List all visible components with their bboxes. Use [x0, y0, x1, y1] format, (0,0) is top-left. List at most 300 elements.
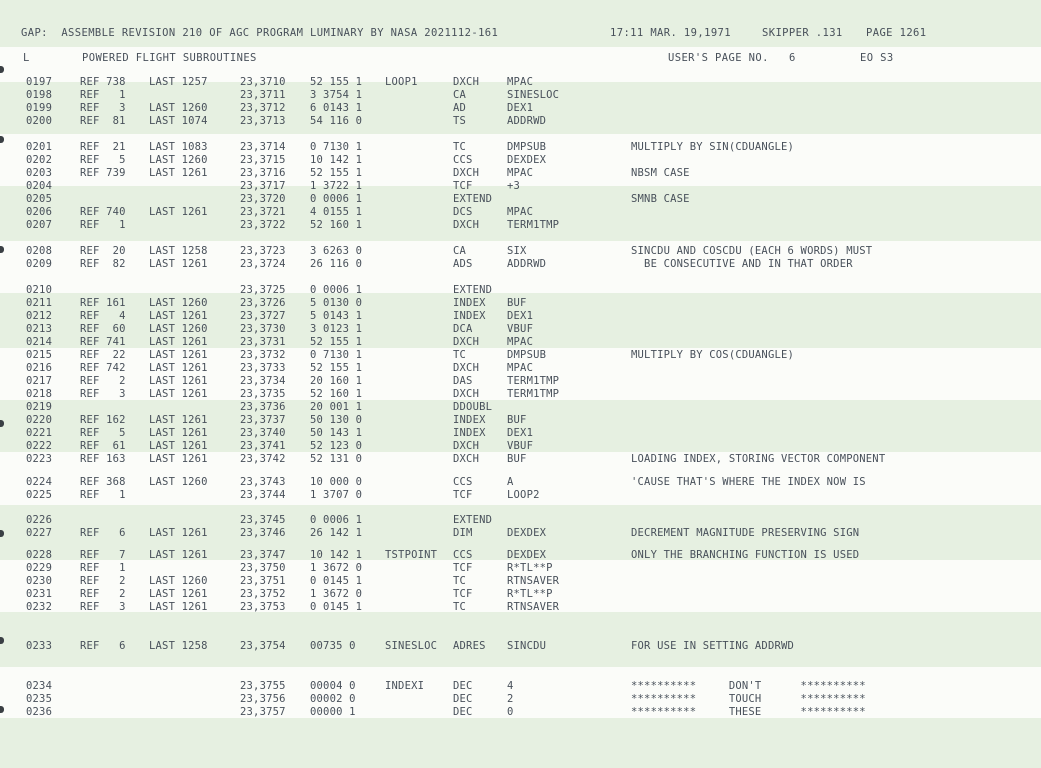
listing-octal-word: 0 0145 1 [310, 601, 363, 613]
listing-line-number: 0208 [26, 245, 53, 257]
listing-operand: DEX1 [507, 102, 534, 114]
listing-line-number: 0214 [26, 336, 53, 348]
listing-row [0, 414, 1041, 427]
listing-line-number: 0229 [26, 562, 53, 574]
listing-opcode: DXCH [453, 440, 480, 452]
listing-row [0, 154, 1041, 167]
listing-row [0, 680, 1041, 693]
listing-last-ref: LAST 1261 [149, 388, 208, 400]
listing-last-ref: LAST 1261 [149, 440, 208, 452]
listing-ref: REF 1 [80, 219, 126, 231]
listing-last-ref: LAST 1261 [149, 549, 208, 561]
listing-opcode: DXCH [453, 336, 480, 348]
listing-ref: REF 21 [80, 141, 126, 153]
listing-ref: REF 82 [80, 258, 126, 270]
listing-address: 23,3724 [240, 258, 286, 270]
listing-octal-word: 0 7130 1 [310, 141, 363, 153]
listing-opcode: DCS [453, 206, 473, 218]
listing-label: INDEXI [385, 680, 425, 692]
listing-opcode: DCA [453, 323, 473, 335]
listing-row [0, 401, 1041, 414]
listing-ref: REF 2 [80, 588, 126, 600]
listing-line-number: 0198 [26, 89, 53, 101]
listing-operand: LOOP2 [507, 489, 540, 501]
listing-opcode: DXCH [453, 167, 480, 179]
listing-opcode: DXCH [453, 453, 480, 465]
listing-octal-word: 00735 0 [310, 640, 356, 652]
listing-operand: VBUF [507, 323, 534, 335]
listing-opcode: INDEX [453, 414, 486, 426]
listing-line-number: 0227 [26, 527, 53, 539]
listing-last-ref: LAST 1261 [149, 362, 208, 374]
listing-ref: REF 740 [80, 206, 126, 218]
listing-line-number: 0205 [26, 193, 53, 205]
listing-opcode: TCF [453, 489, 473, 501]
listing-octal-word: 52 160 1 [310, 388, 363, 400]
listing-line-number: 0217 [26, 375, 53, 387]
listing-row [0, 193, 1041, 206]
listing-opcode: TC [453, 141, 467, 153]
listing-octal-word: 52 160 1 [310, 219, 363, 231]
listing-opcode: ADS [453, 258, 473, 270]
listing-opcode: DEC [453, 693, 473, 705]
listing-row [0, 336, 1041, 349]
listing-last-ref: LAST 1261 [149, 349, 208, 361]
listing-row [0, 476, 1041, 489]
listing-line-number: 0232 [26, 601, 53, 613]
listing-opcode: DEC [453, 706, 473, 718]
listing-operand: MPAC [507, 76, 534, 88]
listing-operand: SINCDU [507, 640, 547, 652]
listing-line-number: 0206 [26, 206, 53, 218]
listing-operand: MPAC [507, 336, 534, 348]
listing-operand: VBUF [507, 440, 534, 452]
listing-opcode: DAS [453, 375, 473, 387]
listing-operand: DEXDEX [507, 549, 547, 561]
listing-address: 23,3740 [240, 427, 286, 439]
listing-row [0, 440, 1041, 453]
listing-comment: FOR USE IN SETTING ADDRWD [631, 640, 795, 652]
listing-line-number: 0204 [26, 180, 53, 192]
listing-address: 23,3750 [240, 562, 286, 574]
listing-operand: BUF [507, 414, 527, 426]
listing-line-number: 0215 [26, 349, 53, 361]
listing-row [0, 89, 1041, 102]
listing-octal-word: 3 3754 1 [310, 89, 363, 101]
listing-row [0, 588, 1041, 601]
listing-opcode: CCS [453, 154, 473, 166]
listing-ref: REF 2 [80, 575, 126, 587]
listing-line-number: 0213 [26, 323, 53, 335]
listing-last-ref: LAST 1261 [149, 588, 208, 600]
listing-address: 23,3753 [240, 601, 286, 613]
listing-line-number: 0223 [26, 453, 53, 465]
listing-operand: RTNSAVER [507, 575, 560, 587]
listing-address: 23,3713 [240, 115, 286, 127]
listing-last-ref: LAST 1261 [149, 601, 208, 613]
listing-address: 23,3717 [240, 180, 286, 192]
listing-line-number: 0212 [26, 310, 53, 322]
listing-row [0, 575, 1041, 588]
listing-last-ref: LAST 1260 [149, 476, 208, 488]
listing-address: 23,3714 [240, 141, 286, 153]
listing-last-ref: LAST 1258 [149, 245, 208, 257]
listing-ref: REF 3 [80, 388, 126, 400]
listing-line-number: 0220 [26, 414, 53, 426]
listing-line-number: 0228 [26, 549, 53, 561]
listing-comment: ONLY THE BRANCHING FUNCTION IS USED [631, 549, 860, 561]
listing-octal-word: 52 155 1 [310, 76, 363, 88]
listing-octal-word: 52 155 1 [310, 167, 363, 179]
listing-line-number: 0200 [26, 115, 53, 127]
listing-octal-word: 00000 1 [310, 706, 356, 718]
listing-row [0, 76, 1041, 89]
listing-opcode: INDEX [453, 297, 486, 309]
listing-last-ref: LAST 1261 [149, 336, 208, 348]
listing-line-number: 0207 [26, 219, 53, 231]
listing-operand: ADDRWD [507, 258, 547, 270]
listing-comment: ********** THESE ********** [631, 706, 866, 718]
listing-ref: REF 742 [80, 362, 126, 374]
listing-address: 23,3745 [240, 514, 286, 526]
listing-address: 23,3715 [240, 154, 286, 166]
operator-id: SKIPPER .131 [762, 27, 843, 39]
listing-line-number: 0236 [26, 706, 53, 718]
listing-octal-word: 50 130 0 [310, 414, 363, 426]
listing-ref: REF 2 [80, 375, 126, 387]
listing-row [0, 706, 1041, 719]
listing-octal-word: 52 155 1 [310, 336, 363, 348]
listing-row [0, 427, 1041, 440]
listing-ref: REF 61 [80, 440, 126, 452]
listing-opcode: CCS [453, 549, 473, 561]
listing-last-ref: LAST 1261 [149, 414, 208, 426]
listing-opcode: EXTEND [453, 514, 493, 526]
listing-opcode: INDEX [453, 310, 486, 322]
listing-address: 23,3721 [240, 206, 286, 218]
listing-opcode: DXCH [453, 76, 480, 88]
listing-operand: BUF [507, 297, 527, 309]
listing-octal-word: 3 0123 1 [310, 323, 363, 335]
listing-operand: +3 [507, 180, 521, 192]
listing-row [0, 141, 1041, 154]
listing-row [0, 514, 1041, 527]
listing-operand: MPAC [507, 167, 534, 179]
listing-operand: A [507, 476, 514, 488]
listing-opcode: TC [453, 601, 467, 613]
listing-opcode: EXTEND [453, 284, 493, 296]
listing-ref: REF 741 [80, 336, 126, 348]
listing-octal-word: 26 116 0 [310, 258, 363, 270]
listing-last-ref: LAST 1261 [149, 453, 208, 465]
listing-opcode: DEC [453, 680, 473, 692]
listing-address: 23,3723 [240, 245, 286, 257]
listing-octal-word: 50 143 1 [310, 427, 363, 439]
listing-row [0, 489, 1041, 502]
listing-opcode: TCF [453, 562, 473, 574]
listing-octal-word: 52 123 0 [310, 440, 363, 452]
listing-operand: DMPSUB [507, 349, 547, 361]
listing-opcode: CA [453, 89, 467, 101]
listing-ref: REF 368 [80, 476, 126, 488]
listing-octal-word: 1 3672 0 [310, 588, 363, 600]
listing-operand: R*TL**P [507, 588, 553, 600]
listing-ref: REF 81 [80, 115, 126, 127]
listing-row [0, 601, 1041, 614]
listing-address: 23,3744 [240, 489, 286, 501]
listing-row [0, 562, 1041, 575]
listing-address: 23,3716 [240, 167, 286, 179]
listing-row [0, 284, 1041, 297]
section-code: EO S3 [860, 52, 894, 64]
listing-line-number: 0209 [26, 258, 53, 270]
listing-octal-word: 1 3707 0 [310, 489, 363, 501]
listing-octal-word: 1 3722 1 [310, 180, 363, 192]
listing-line-number: 0203 [26, 167, 53, 179]
listing-line-number: 0221 [26, 427, 53, 439]
listing-ref: REF 5 [80, 154, 126, 166]
listing-address: 23,3725 [240, 284, 286, 296]
listing-line-number: 0219 [26, 401, 53, 413]
listing-ref: REF 7 [80, 549, 126, 561]
listing-comment: MULTIPLY BY SIN(CDUANGLE) [631, 141, 795, 153]
listing-address: 23,3732 [240, 349, 286, 361]
listing-ref: REF 738 [80, 76, 126, 88]
listing-octal-word: 20 160 1 [310, 375, 363, 387]
listing-row [0, 349, 1041, 362]
listing-ref: REF 22 [80, 349, 126, 361]
listing-address: 23,3735 [240, 388, 286, 400]
listing-operand: MPAC [507, 206, 534, 218]
listing-octal-word: 26 142 1 [310, 527, 363, 539]
listing-last-ref: LAST 1260 [149, 297, 208, 309]
listing-last-ref: LAST 1260 [149, 102, 208, 114]
listing-operand: DEX1 [507, 427, 534, 439]
listing-ref: REF 20 [80, 245, 126, 257]
listing-opcode: CA [453, 245, 467, 257]
listing-address: 23,3736 [240, 401, 286, 413]
listing-label: LOOP1 [385, 76, 418, 88]
listing-title: GAP: ASSEMBLE REVISION 210 OF AGC PROGRAM LUMINARY BY NASA 2021112-161 [21, 27, 499, 39]
listing-opcode: AD [453, 102, 467, 114]
print-timestamp: 17:11 MAR. 19,1971 [610, 27, 731, 39]
listing-address: 23,3722 [240, 219, 286, 231]
listing-operand: DMPSUB [507, 141, 547, 153]
listing-octal-word: 5 0143 1 [310, 310, 363, 322]
listing-address: 23,3754 [240, 640, 286, 652]
listing-line-number: 0234 [26, 680, 53, 692]
listing-ref: REF 60 [80, 323, 126, 335]
listing-comment: SMNB CASE [631, 193, 690, 205]
listing-operand: MPAC [507, 362, 534, 374]
listing-row [0, 115, 1041, 128]
listing-opcode: TS [453, 115, 467, 127]
listing-comment: DECREMENT MAGNITUDE PRESERVING SIGN [631, 527, 860, 539]
listing-row [0, 453, 1041, 466]
listing-address: 23,3734 [240, 375, 286, 387]
listing-operand: BUF [507, 453, 527, 465]
listing-opcode: TCF [453, 588, 473, 600]
listing-last-ref: LAST 1261 [149, 527, 208, 539]
listing-address: 23,3743 [240, 476, 286, 488]
section-flag: L [23, 52, 30, 64]
listing-octal-word: 3 6263 0 [310, 245, 363, 257]
listing-opcode: DXCH [453, 388, 480, 400]
listing-row [0, 375, 1041, 388]
listing-operand: 2 [507, 693, 514, 705]
listing-octal-word: 5 0130 0 [310, 297, 363, 309]
listing-opcode: DXCH [453, 219, 480, 231]
listing-last-ref: LAST 1261 [149, 206, 208, 218]
listing-line-number: 0211 [26, 297, 53, 309]
listing-row [0, 167, 1041, 180]
listing-address: 23,3752 [240, 588, 286, 600]
listing-line-number: 0201 [26, 141, 53, 153]
listing-last-ref: LAST 1261 [149, 427, 208, 439]
listing-address: 23,3756 [240, 693, 286, 705]
listing-opcode: DIM [453, 527, 473, 539]
listing-octal-word: 54 116 0 [310, 115, 363, 127]
listing-row [0, 549, 1041, 562]
listing-ref: REF 4 [80, 310, 126, 322]
listing-octal-word: 0 0145 1 [310, 575, 363, 587]
listing-ref: REF 3 [80, 102, 126, 114]
listing-address: 23,3746 [240, 527, 286, 539]
listing-line-number: 0224 [26, 476, 53, 488]
listing-line-number: 0226 [26, 514, 53, 526]
listing-last-ref: LAST 1261 [149, 375, 208, 387]
listing-line-number: 0199 [26, 102, 53, 114]
listing-octal-word: 4 0155 1 [310, 206, 363, 218]
listing-operand: 4 [507, 680, 514, 692]
binder-hole [0, 66, 4, 73]
listing-operand: TERM1TMP [507, 219, 560, 231]
listing-octal-word: 0 0006 1 [310, 193, 363, 205]
listing-last-ref: LAST 1261 [149, 167, 208, 179]
listing-opcode: TC [453, 575, 467, 587]
listing-ref: REF 6 [80, 527, 126, 539]
listing-operand: DEXDEX [507, 154, 547, 166]
listing-octal-word: 6 0143 1 [310, 102, 363, 114]
listing-operand: DEX1 [507, 310, 534, 322]
listing-line-number: 0222 [26, 440, 53, 452]
listing-line-number: 0225 [26, 489, 53, 501]
listing-address: 23,3747 [240, 549, 286, 561]
listing-address: 23,3751 [240, 575, 286, 587]
listing-opcode: TCF [453, 180, 473, 192]
listing-operand: SINESLOC [507, 89, 560, 101]
listing-ref: REF 3 [80, 601, 126, 613]
listing-address: 23,3757 [240, 706, 286, 718]
listing-octal-word: 20 001 1 [310, 401, 363, 413]
listing-address: 23,3755 [240, 680, 286, 692]
listing-octal-word: 0 7130 1 [310, 349, 363, 361]
listing-address: 23,3726 [240, 297, 286, 309]
listing-opcode: DXCH [453, 362, 480, 374]
listing-address: 23,3712 [240, 102, 286, 114]
listing-row [0, 180, 1041, 193]
listing-ref: REF 162 [80, 414, 126, 426]
listing-line-number: 0230 [26, 575, 53, 587]
listing-operand: RTNSAVER [507, 601, 560, 613]
listing-octal-word: 52 155 1 [310, 362, 363, 374]
listing-octal-word: 1 3672 0 [310, 562, 363, 574]
paper-stripe [0, 718, 1041, 768]
listing-octal-word: 10 142 1 [310, 549, 363, 561]
listing-comment: SINCDU AND COSCDU (EACH 6 WORDS) MUST [631, 245, 873, 257]
listing-line-number: 0216 [26, 362, 53, 374]
listing-operand: ADDRWD [507, 115, 547, 127]
listing-label: SINESLOC [385, 640, 438, 652]
listing-last-ref: LAST 1261 [149, 258, 208, 270]
listing-opcode: CCS [453, 476, 473, 488]
listing-octal-word: 10 142 1 [310, 154, 363, 166]
listing-last-ref: LAST 1260 [149, 154, 208, 166]
listing-row [0, 297, 1041, 310]
listing-ref: REF 1 [80, 489, 126, 501]
listing-row [0, 323, 1041, 336]
listing-opcode: TC [453, 349, 467, 361]
listing-address: 23,3730 [240, 323, 286, 335]
listing-address: 23,3711 [240, 89, 286, 101]
listing-operand: R*TL**P [507, 562, 553, 574]
listing-octal-word: 52 131 0 [310, 453, 363, 465]
listing-ref: REF 5 [80, 427, 126, 439]
listing-row [0, 693, 1041, 706]
listing-line-number: 0210 [26, 284, 53, 296]
listing-ref: REF 161 [80, 297, 126, 309]
listing-comment: ********** DON'T ********** [631, 680, 866, 692]
page-number: PAGE 1261 [866, 27, 927, 39]
listing-row [0, 362, 1041, 375]
listing-octal-word: 0 0006 1 [310, 514, 363, 526]
listing-row [0, 527, 1041, 540]
listing-last-ref: LAST 1261 [149, 310, 208, 322]
listing-line-number: 0218 [26, 388, 53, 400]
listing-row [0, 206, 1041, 219]
listing-comment: LOADING INDEX, STORING VECTOR COMPONENT [631, 453, 886, 465]
listing-address: 23,3737 [240, 414, 286, 426]
listing-last-ref: LAST 1260 [149, 575, 208, 587]
listing-operand: DEXDEX [507, 527, 547, 539]
listing-opcode: DDOUBL [453, 401, 493, 413]
listing-ref: REF 6 [80, 640, 126, 652]
listing-address: 23,3710 [240, 76, 286, 88]
listing-operand: TERM1TMP [507, 388, 560, 400]
section-title: POWERED FLIGHT SUBROUTINES [82, 52, 257, 64]
listing-address: 23,3720 [240, 193, 286, 205]
listing-ref: REF 1 [80, 562, 126, 574]
listing-ref: REF 739 [80, 167, 126, 179]
listing-row [0, 245, 1041, 258]
listing-line-number: 0231 [26, 588, 53, 600]
listing-address: 23,3742 [240, 453, 286, 465]
listing-line-number: 0233 [26, 640, 53, 652]
listing-octal-word: 00002 0 [310, 693, 356, 705]
listing-last-ref: LAST 1074 [149, 115, 208, 127]
listing-last-ref: LAST 1257 [149, 76, 208, 88]
users-page-number: USER'S PAGE NO. 6 [668, 52, 796, 64]
listing-comment: NBSM CASE [631, 167, 690, 179]
listing-octal-word: 00004 0 [310, 680, 356, 692]
listing-row [0, 640, 1041, 653]
listing-comment: BE CONSECUTIVE AND IN THAT ORDER [631, 258, 853, 270]
listing-address: 23,3731 [240, 336, 286, 348]
listing-row [0, 102, 1041, 115]
listing-operand: SIX [507, 245, 527, 257]
listing-comment: 'CAUSE THAT'S WHERE THE INDEX NOW IS [631, 476, 866, 488]
listing-ref: REF 163 [80, 453, 126, 465]
